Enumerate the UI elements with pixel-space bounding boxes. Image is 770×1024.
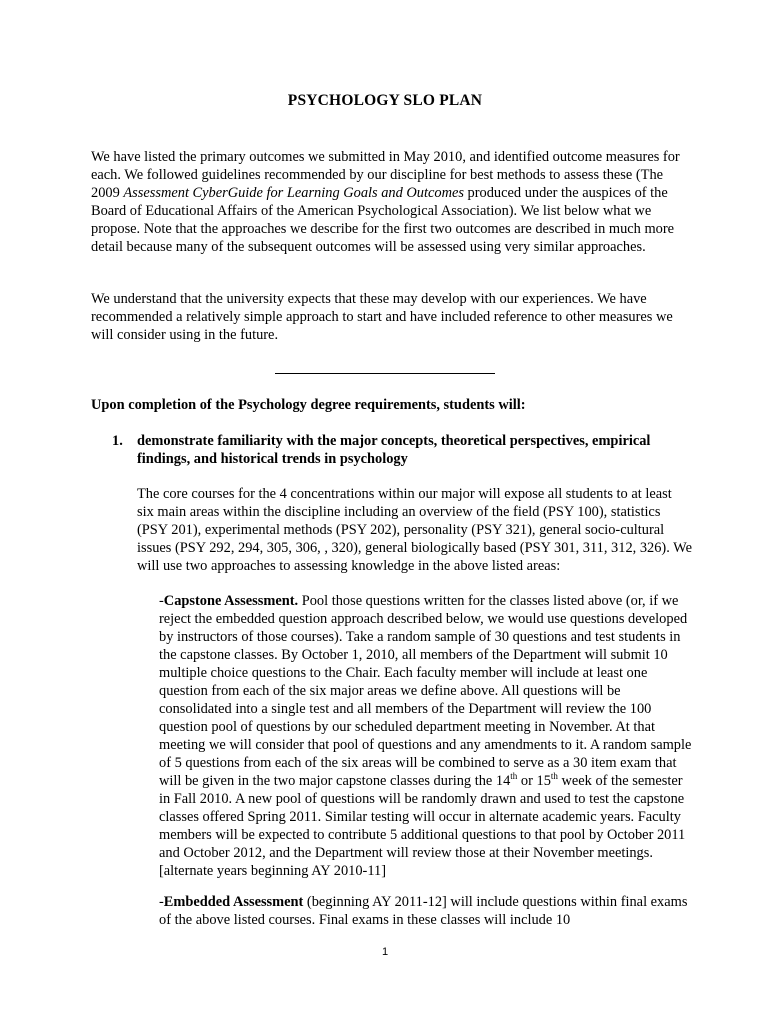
- capstone-sup-2: th: [550, 771, 558, 782]
- outcome-number: 1.: [112, 433, 123, 449]
- intro-paragraph: [91, 148, 691, 256]
- embedded-label: Embedded Assessment: [163, 894, 304, 910]
- section-divider: [275, 373, 495, 374]
- intro-text-1: We have listed the primary outcomes we submitted in May 2010, and identified outcome measures for each. We followed guidelines recommended by our discipline for best methods to assess these (The 2009: [91, 149, 680, 201]
- capstone-text-c: week of the semester in Fall 2010. A new pool of questions will be randomly drawn and used to test the capstone classes offered Spring 2011. Similar testing will occur in alternate academic years. Faculty members will be expected to contribute 5 additional questions to that pool by October 2011 and October 2012, and the Department will review those at their November meetings. [alternate years beginning AY 2010-11]: [159, 773, 686, 879]
- page-number: 1: [381, 946, 389, 958]
- capstone-text-b: or 15: [517, 773, 551, 789]
- embedded-assessment-paragraph: [159, 893, 694, 929]
- capstone-label: Capstone Assessment.: [163, 593, 299, 609]
- embedded-dash: -: [159, 894, 164, 910]
- outcomes-lead-in: Upon completion of the Psychology degree requirements, students will:: [91, 397, 526, 413]
- intro-text-2: produced under the auspices of the Board of Educational Affairs of the American Psychological Association). We list below what we propose. Note that the approaches we describe for the first two outcomes are described in much more detail because many of the subsequent outcomes will be assessed using very similar approaches.: [91, 185, 675, 255]
- page-title: PSYCHOLOGY SLO PLAN: [287, 92, 483, 109]
- capstone-dash: -: [159, 593, 164, 609]
- capstone-assessment-paragraph: [159, 592, 694, 880]
- outcome-heading: demonstrate familiarity with the major concepts, theoretical perspectives, empirical findings, and historical trends in psychology: [137, 433, 651, 467]
- capstone-text-a: Pool those questions written for the classes listed above (or, if we reject the embedded question approach described below, we would use questions developed by instructors of those courses). Take a random sample of 30 questions and test students in the capstone classes. By October 1, 2010, all members of the Department will submit 10 multiple choice questions to the Chair. Each faculty member will include at least one question from each of the six major areas we define above. All questions will be consolidated into a single test and all members of the Department will review the 100 question pool of questions by our scheduled department meeting in November. At that meeting we will consider that pool of questions and any amendments to it. A random sample of 5 questions from each of the six areas will be combined to serve as a 30 item exam that will be given in the two major capstone classes during the 14: [159, 593, 692, 789]
- outcome-body: The core courses for the 4 concentrations within our major will expose all students to at least six main areas within the discipline including an overview of the field (PSY 100), statistics (PSY 201), experimental methods (PSY 202), personality (PSY 321), general socio-cultural issues (PSY 292, 294, 305, 306, , 320), general biologically based (PSY 301, 311, 312, 326). We will use two approaches to assessing knowledge in the above listed areas:: [137, 486, 692, 574]
- intro-guide-title: Assessment CyberGuide for Learning Goals and Outcomes: [123, 185, 464, 201]
- capstone-sup-1: th: [510, 771, 518, 782]
- embedded-text: (beginning AY 2011-12] will include questions within final exams of the above listed courses. Final exams in these classes will include 10: [159, 894, 688, 928]
- second-paragraph: We understand that the university expects that these may develop with our experiences. We have recommended a relatively simple approach to start and have included reference to other measures we will consider using in the future.: [91, 291, 673, 343]
